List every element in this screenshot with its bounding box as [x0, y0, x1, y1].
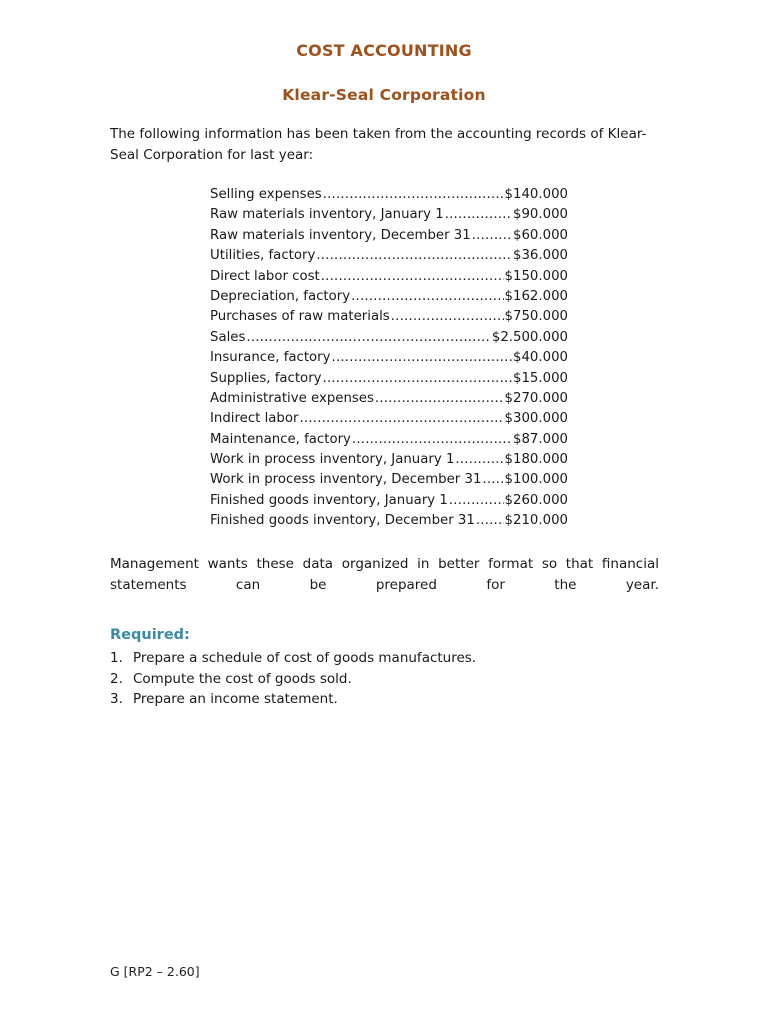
- account-label: Indirect labor: [210, 411, 299, 427]
- dot-leader: [352, 430, 512, 450]
- account-item: [210, 307, 568, 327]
- dot-leader: [351, 287, 503, 307]
- account-amount: $60.000: [513, 227, 568, 243]
- account-amount: $100.000: [504, 472, 568, 488]
- account-label: Work in process inventory, January 1: [210, 452, 455, 468]
- account-label: Maintenance, factory: [210, 431, 351, 447]
- account-amount: $87.000: [513, 431, 568, 447]
- account-item: [210, 246, 568, 266]
- account-amount: $15.000: [513, 370, 568, 386]
- account-amount: $210.000: [504, 513, 568, 529]
- account-label: Insurance, factory: [210, 350, 331, 366]
- account-item: [210, 226, 568, 246]
- account-item: [210, 369, 568, 389]
- task-list: [110, 648, 476, 710]
- account-label: Raw materials inventory, December 31: [210, 227, 471, 243]
- dot-leader: [391, 307, 504, 327]
- page-footer: G [RP2 – 2.60]: [110, 964, 200, 979]
- account-item: [210, 205, 568, 225]
- dot-leader: [375, 389, 504, 409]
- account-amount: $140.000: [504, 187, 568, 202]
- account-amount: $2.500.000: [491, 329, 568, 345]
- account-label: Work in process inventory, December 31: [210, 472, 482, 488]
- account-label: Utilities, factory: [210, 248, 316, 264]
- account-label: Depreciation, factory: [210, 288, 351, 304]
- task-text: Compute the cost of goods sold.: [133, 670, 352, 687]
- dot-leader: [455, 450, 503, 470]
- dot-leader: [321, 267, 504, 287]
- task-number: 3.: [110, 691, 123, 707]
- dot-leader: [445, 205, 512, 225]
- account-item: [210, 511, 568, 531]
- account-item: [210, 409, 568, 429]
- task-item: [110, 669, 476, 690]
- dot-leader: [323, 369, 512, 389]
- account-amount: $180.000: [504, 452, 568, 468]
- dot-leader: [299, 409, 503, 429]
- account-label: Raw materials inventory, January 1: [210, 207, 444, 223]
- account-amount: $40.000: [513, 350, 568, 366]
- task-number: 2.: [110, 670, 123, 687]
- account-item: [210, 185, 568, 205]
- account-label: Direct labor cost: [210, 268, 320, 284]
- account-item: [210, 450, 568, 470]
- document-title: COST ACCOUNTING: [296, 41, 472, 60]
- task-number: 1.: [110, 650, 123, 666]
- task-item: [110, 689, 476, 710]
- account-item: [210, 267, 568, 287]
- required-heading: Required:: [110, 627, 190, 643]
- account-label: Purchases of raw materials: [210, 309, 390, 325]
- account-item: [210, 470, 568, 490]
- dot-leader: [476, 511, 504, 531]
- dot-leader: [449, 491, 504, 511]
- task-text: Prepare a schedule of cost of goods manufactures.: [133, 650, 477, 666]
- account-label: Selling expenses: [210, 187, 322, 202]
- account-amount: $90.000: [513, 207, 568, 223]
- management-paragraph: Management wants these data organized in better format so that financial statements can be prepared for the year.: [110, 556, 659, 593]
- account-amount: $36.000: [513, 248, 568, 264]
- account-item: [210, 389, 568, 409]
- dot-leader: [246, 328, 490, 348]
- account-label: Finished goods inventory, December 31: [210, 513, 475, 529]
- account-list: [210, 185, 568, 532]
- dot-leader: [332, 348, 512, 368]
- account-amount: $150.000: [504, 268, 568, 284]
- account-item: [210, 348, 568, 368]
- account-amount: $260.000: [504, 492, 568, 508]
- account-label: Administrative expenses: [210, 390, 374, 406]
- task-item: [110, 648, 476, 669]
- account-label: Sales: [210, 329, 246, 345]
- account-amount: $162.000: [504, 288, 568, 304]
- dot-leader: [316, 246, 512, 266]
- account-item: [210, 328, 568, 348]
- account-label: Finished goods inventory, January 1: [210, 492, 448, 508]
- task-text: Prepare an income statement.: [133, 691, 338, 707]
- account-item: [210, 287, 568, 307]
- account-item: [210, 430, 568, 450]
- dot-leader: [323, 185, 504, 205]
- account-amount: $270.000: [504, 390, 568, 406]
- account-amount: $750.000: [504, 309, 568, 325]
- company-name: Klear-Seal Corporation: [282, 86, 486, 104]
- intro-paragraph: The following information has been taken from the accounting records of Klear-Seal Corporation for last year:: [110, 126, 647, 163]
- account-item: [210, 491, 568, 511]
- dot-leader: [472, 226, 512, 246]
- dot-leader: [482, 470, 503, 490]
- account-amount: $300.000: [504, 411, 568, 427]
- account-label: Supplies, factory: [210, 370, 322, 386]
